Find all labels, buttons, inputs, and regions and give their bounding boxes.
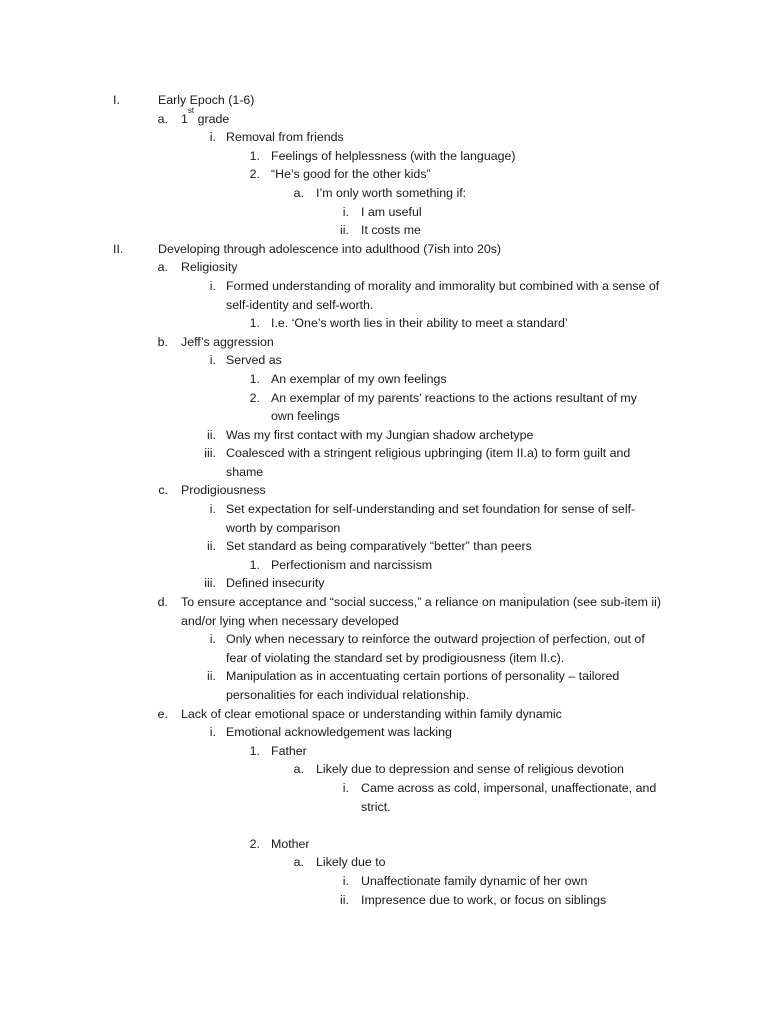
list-marker: i. (342, 204, 349, 219)
item-text-main: Only when necessary to reinforce the outward projection of perfection, out of (226, 632, 645, 647)
item-text (226, 444, 630, 463)
item-text-main: Removal from friends (226, 130, 344, 145)
item-text (271, 389, 637, 408)
outline-item (0, 91, 768, 110)
item-text (181, 105, 230, 129)
outline-item (0, 258, 768, 277)
ordinal-superscript: st (187, 105, 195, 115)
item-text-main: Likely due to depression and sense of religious devotion (316, 762, 624, 777)
outline-item (0, 705, 768, 724)
item-text-main: Coalesced with a stringent religious upbringing (item II.a) to form guilt and (226, 446, 631, 461)
outline-line-continuation (0, 612, 768, 631)
item-text (271, 742, 307, 761)
outline-item (0, 574, 768, 593)
list-marker: 1. (249, 148, 260, 163)
item-text (226, 128, 344, 147)
list-marker: i. (209, 353, 216, 368)
item-text-main: Mother (271, 836, 310, 851)
item-text (181, 258, 237, 277)
outline-item (0, 444, 768, 463)
outline-item (0, 351, 768, 370)
item-text (316, 184, 466, 203)
item-text-main: Defined insecurity (226, 576, 325, 591)
item-text-main: Emotional acknowledgement was lacking (226, 725, 452, 740)
item-text-main: Lack of clear emotional space or understanding within family dynamic (181, 706, 562, 721)
outline-line-continuation (0, 407, 768, 426)
item-text-main: personalities for each individual relationship. (226, 688, 470, 702)
list-marker: iii. (204, 576, 216, 591)
list-marker: a. (293, 855, 304, 870)
item-text (226, 519, 340, 538)
list-marker: 1. (249, 316, 260, 331)
outline-line-continuation (0, 463, 768, 482)
outline-item (0, 537, 768, 556)
item-text-main: Religiosity (181, 260, 238, 275)
item-text (271, 147, 516, 166)
list-marker: a. (293, 185, 304, 200)
outline-item (0, 221, 768, 240)
item-text-main: 1 (181, 111, 188, 126)
list-marker: 1. (249, 743, 260, 758)
item-text (158, 240, 501, 259)
outline-item (0, 853, 768, 872)
item-text-main: Impresence due to work, or focus on siblings (361, 892, 607, 907)
outline-item (0, 240, 768, 259)
item-text-main: fear of violating the standard set by prodigiousness (item II.c). (226, 650, 565, 665)
item-text (158, 91, 254, 110)
item-text (316, 760, 624, 779)
item-text (181, 612, 399, 631)
list-marker: I. (113, 93, 120, 107)
outline-item (0, 333, 768, 352)
item-text (361, 872, 587, 891)
outline-item (0, 105, 768, 129)
list-marker: c. (158, 483, 168, 498)
item-text (316, 853, 386, 872)
item-text-main: strict. (361, 799, 391, 814)
item-text (226, 686, 469, 705)
blank-line (0, 816, 768, 835)
list-marker: 2. (249, 167, 260, 182)
outline-item (0, 593, 768, 612)
outline-item (0, 891, 768, 910)
list-marker: 2. (249, 390, 260, 405)
outline-item (0, 426, 768, 445)
outline-item (0, 742, 768, 761)
list-marker: a. (157, 260, 168, 275)
item-text (226, 630, 645, 649)
outline-line-continuation (0, 798, 768, 817)
outline-item (0, 723, 768, 742)
outline-item (0, 556, 768, 575)
list-marker: 1. (249, 371, 260, 386)
list-marker: i. (342, 873, 349, 888)
outline-item (0, 128, 768, 147)
outline-item (0, 500, 768, 519)
item-text (226, 351, 282, 370)
list-marker: a. (293, 762, 304, 777)
item-text (226, 296, 373, 315)
list-marker: i. (209, 278, 216, 293)
item-text-main: self-identity and self-worth. (226, 297, 374, 312)
item-text-after: grade (194, 111, 230, 126)
list-marker: i. (209, 725, 216, 740)
outline-item (0, 370, 768, 389)
item-text-main: Manipulation as in accentuating certain portions of personality – tailored (226, 669, 620, 684)
item-text (226, 426, 533, 445)
item-text-main: I’m only worth something if: (316, 185, 467, 200)
outline-item (0, 314, 768, 333)
item-text-main: Jeff’s aggression (181, 334, 274, 349)
item-text-main: An exemplar of my parents’ reactions to the actions resultant of my (271, 390, 637, 405)
list-marker: i. (209, 632, 216, 647)
item-text-main: “He’s good for the other kids” (271, 167, 431, 182)
list-marker: a. (157, 111, 168, 126)
item-text (226, 667, 619, 686)
item-text-main: Perfectionism and narcissism (271, 557, 433, 572)
outline-line-continuation (0, 649, 768, 668)
item-text (181, 705, 562, 724)
list-marker: iii. (204, 446, 216, 461)
item-text-main: and/or lying when necessary developed (181, 613, 399, 628)
item-text (226, 277, 659, 296)
list-marker: d. (157, 595, 168, 610)
item-text-main: It costs me (361, 223, 421, 238)
item-text (361, 221, 421, 240)
item-text-main: Set expectation for self-understanding and set foundation for sense of self- (226, 502, 636, 517)
list-marker: i. (209, 130, 216, 145)
item-text-main: I.e. ‘One’s worth lies in their ability to meet a standard’ (271, 316, 568, 331)
outline-item (0, 165, 768, 184)
item-text-main: Served as (226, 353, 282, 368)
item-text (271, 835, 310, 854)
item-text-main: I am useful (361, 204, 422, 219)
item-text (226, 537, 532, 556)
list-marker: ii. (340, 892, 349, 907)
list-marker: II. (113, 241, 124, 256)
list-marker: 1. (249, 557, 260, 572)
outline (0, 91, 768, 909)
item-text-main: shame (226, 464, 264, 479)
outline-line-continuation (0, 519, 768, 538)
item-text (361, 779, 656, 798)
item-text (181, 333, 274, 352)
outline-item (0, 277, 768, 296)
item-text (271, 407, 340, 426)
item-text (271, 370, 447, 389)
outline-item (0, 835, 768, 854)
item-text-main: Set standard as being comparatively “better” than peers (226, 539, 532, 554)
outline-item (0, 184, 768, 203)
item-text-main: Early Epoch (1-6) (158, 93, 255, 107)
item-text-main: An exemplar of my own feelings (271, 371, 447, 386)
item-text (226, 574, 324, 593)
outline-line-continuation (0, 296, 768, 315)
item-text-main: Unaffectionate family dynamic of her own (361, 873, 588, 888)
item-text (361, 798, 391, 817)
outline-item (0, 872, 768, 891)
outline-item (0, 760, 768, 779)
item-text (181, 593, 661, 612)
item-text-main: Formed understanding of morality and immorality but combined with a sense of (226, 278, 660, 293)
item-text (226, 723, 452, 742)
outline-line-continuation (0, 686, 768, 705)
item-text-main: Prodigiousness (181, 483, 266, 498)
list-marker: 2. (249, 836, 260, 851)
outline-item (0, 147, 768, 166)
item-text-main: worth by comparison (226, 520, 341, 535)
list-marker: b. (157, 334, 168, 349)
list-marker: ii. (207, 669, 216, 684)
item-text-main: Likely due to (316, 855, 386, 870)
item-text-main: To ensure acceptance and “social success,” a reliance on manipulation (see sub-item ii) (181, 595, 662, 610)
item-text (361, 891, 606, 910)
item-text (226, 649, 564, 668)
item-text (226, 463, 263, 482)
item-text-main: Feelings of helplessness (with the language) (271, 148, 516, 163)
outline-item (0, 481, 768, 500)
item-text-main: Was my first contact with my Jungian shadow archetype (226, 427, 534, 442)
item-text (271, 556, 432, 575)
item-text (271, 165, 431, 184)
item-text-main: Came across as cold, impersonal, unaffectionate, and (361, 780, 657, 795)
item-text (181, 481, 266, 500)
list-marker: ii. (207, 539, 216, 554)
list-marker: i. (342, 780, 349, 795)
item-text (271, 314, 568, 333)
list-marker: i. (209, 502, 216, 517)
outline-item (0, 389, 768, 408)
outline-item (0, 203, 768, 222)
outline-item (0, 630, 768, 649)
item-text-main: own feelings (271, 409, 340, 424)
outline-item (0, 779, 768, 798)
outline-item (0, 667, 768, 686)
item-text (226, 500, 635, 519)
list-marker: ii. (207, 427, 216, 442)
item-text (361, 203, 422, 222)
list-marker: e. (157, 706, 168, 721)
item-text-main: Developing through adolescence into adulthood (7ish into 20s) (158, 241, 502, 256)
list-marker: ii. (340, 223, 349, 238)
item-text-main: Father (271, 743, 307, 758)
